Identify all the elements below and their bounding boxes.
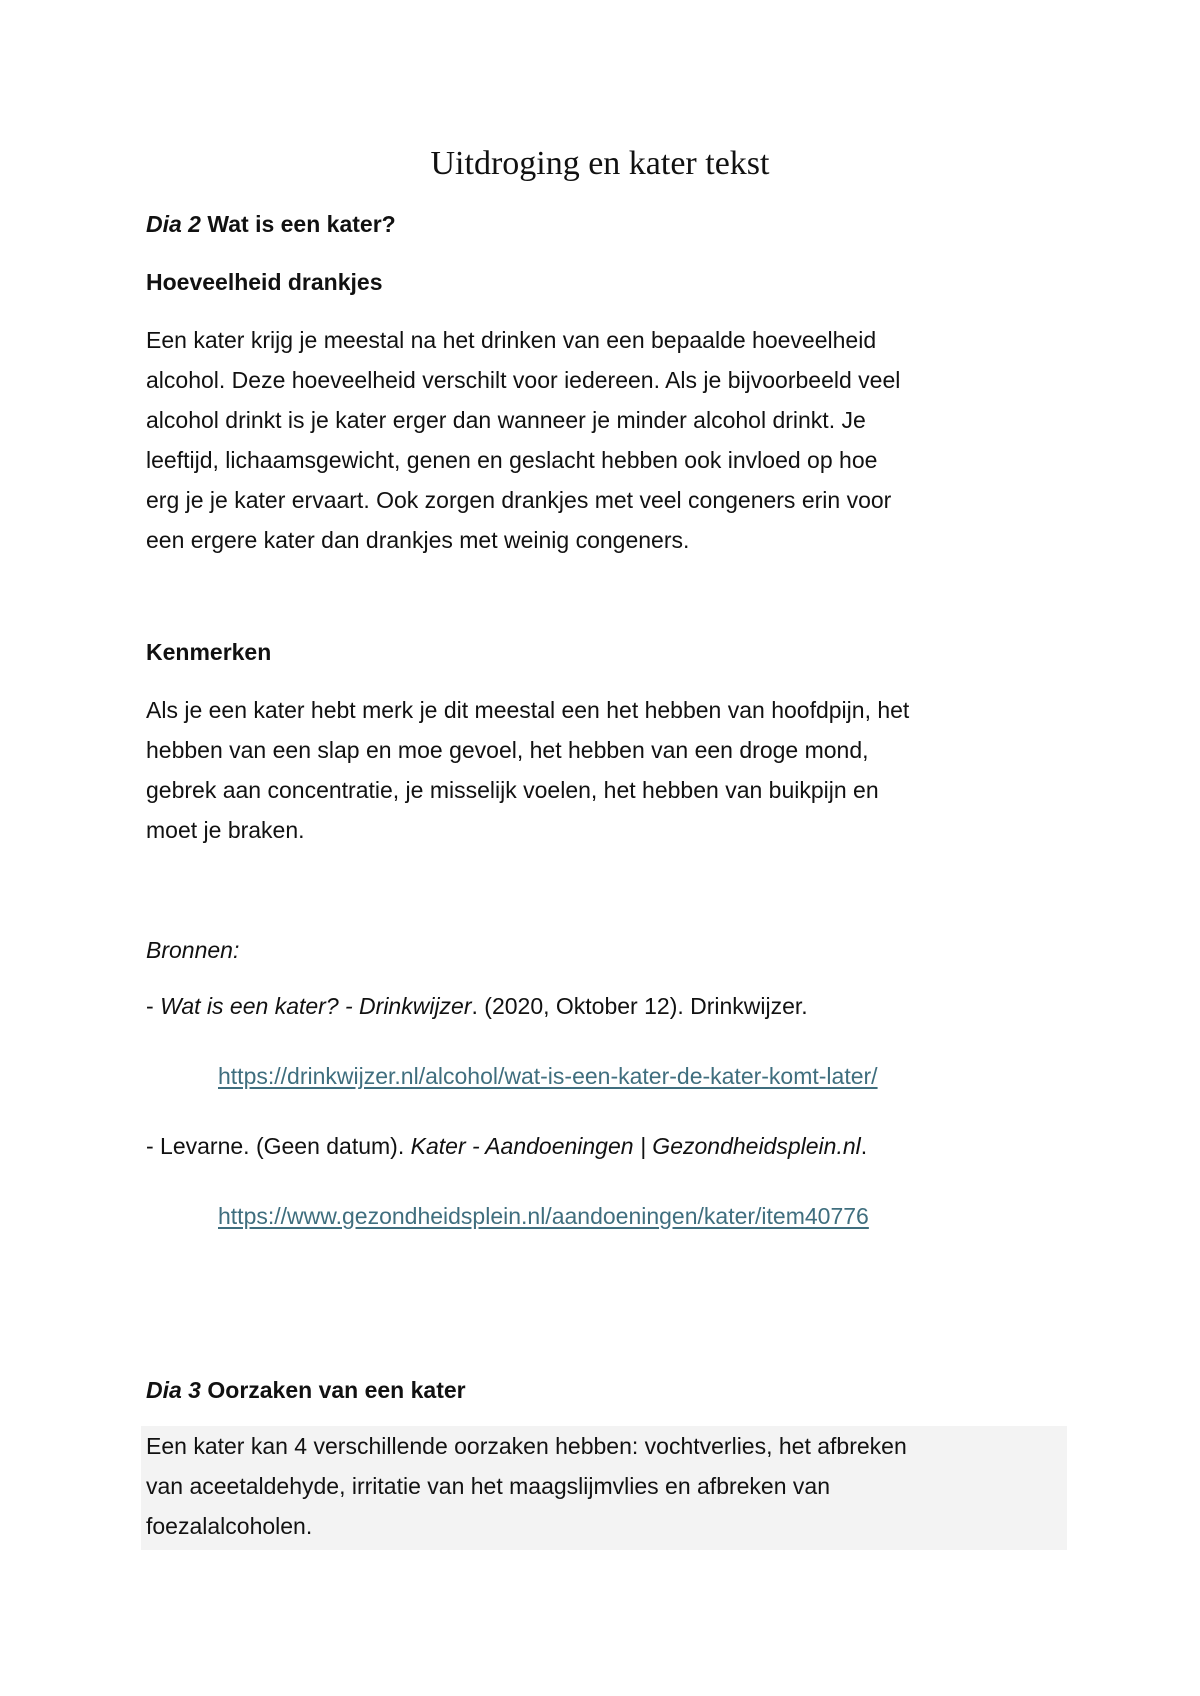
paragraph-line: Een kater kan 4 verschillende oorzaken hebben: vochtverlies, het afbreken	[146, 1433, 907, 1459]
source-title: Kater - Aandoeningen | Gezondheidsplein.nl	[410, 1133, 861, 1159]
source-details: . (2020, Oktober 12). Drinkwijzer.	[471, 993, 808, 1019]
shaded-paragraph-box	[141, 1426, 1067, 1550]
paragraph-hoeveelheid	[146, 320, 1066, 560]
paragraph-kenmerken	[146, 690, 1066, 850]
paragraph-line: leeftijd, lichaamsgewicht, genen en geslacht hebben ook invloed op hoe	[146, 447, 878, 473]
section-heading-dia-3	[146, 1370, 1066, 1410]
paragraph-oorzaken	[146, 1426, 1056, 1546]
source-entry-1	[146, 986, 1066, 1026]
dia-label: Dia 2	[146, 211, 201, 237]
section-heading-dia-2	[146, 204, 1066, 244]
dia-title: Wat is een kater?	[207, 211, 396, 237]
paragraph-line: foezalalcoholen.	[146, 1513, 313, 1539]
dia-title: Oorzaken van een kater	[207, 1377, 466, 1403]
dia-label: Dia 3	[146, 1377, 201, 1403]
paragraph-line: Een kater krijg je meestal na het drinken van een bepaalde hoeveelheid	[146, 327, 877, 353]
paragraph-line: moet je braken.	[146, 817, 305, 843]
source-entry-2	[146, 1126, 1066, 1166]
paragraph-line: erg je je kater ervaart. Ook zorgen drankjes met veel congeners erin voor	[146, 487, 892, 513]
subheading-kenmerken: Kenmerken	[146, 639, 272, 665]
page-title: Uitdroging en kater tekst	[430, 145, 770, 182]
source-link-drinkwijzer[interactable]: https://drinkwijzer.nl/alcohol/wat-is-een-kater-de-kater-komt-later/	[218, 1063, 878, 1089]
paragraph-line: een ergere kater dan drankjes met weinig congeners.	[146, 527, 690, 553]
sources-heading: Bronnen:	[146, 937, 240, 963]
paragraph-line: van aceetaldehyde, irritatie van het maagslijmvlies en afbreken van	[146, 1473, 830, 1499]
paragraph-line: Als je een kater hebt merk je dit meestal een het hebben van hoofdpijn, het	[146, 697, 910, 723]
source-details: .	[860, 1133, 868, 1159]
subheading-hoeveelheid: Hoeveelheid drankjes	[146, 269, 383, 295]
paragraph-line: gebrek aan concentratie, je misselijk voelen, het hebben van buikpijn en	[146, 777, 879, 803]
source-prefix: -	[146, 993, 161, 1019]
paragraph-line: alcohol. Deze hoeveelheid verschilt voor iedereen. Als je bijvoorbeeld veel	[146, 367, 901, 393]
source-prefix: - Levarne. (Geen datum).	[146, 1133, 411, 1159]
source-title: Wat is een kater? - Drinkwijzer	[160, 993, 472, 1019]
source-link-gezondheidsplein[interactable]: https://www.gezondheidsplein.nl/aandoeningen/kater/item40776	[218, 1203, 869, 1229]
paragraph-line: alcohol drinkt is je kater erger dan wanneer je minder alcohol drinkt. Je	[146, 407, 866, 433]
paragraph-line: hebben van een slap en moe gevoel, het hebben van een droge mond,	[146, 737, 869, 763]
